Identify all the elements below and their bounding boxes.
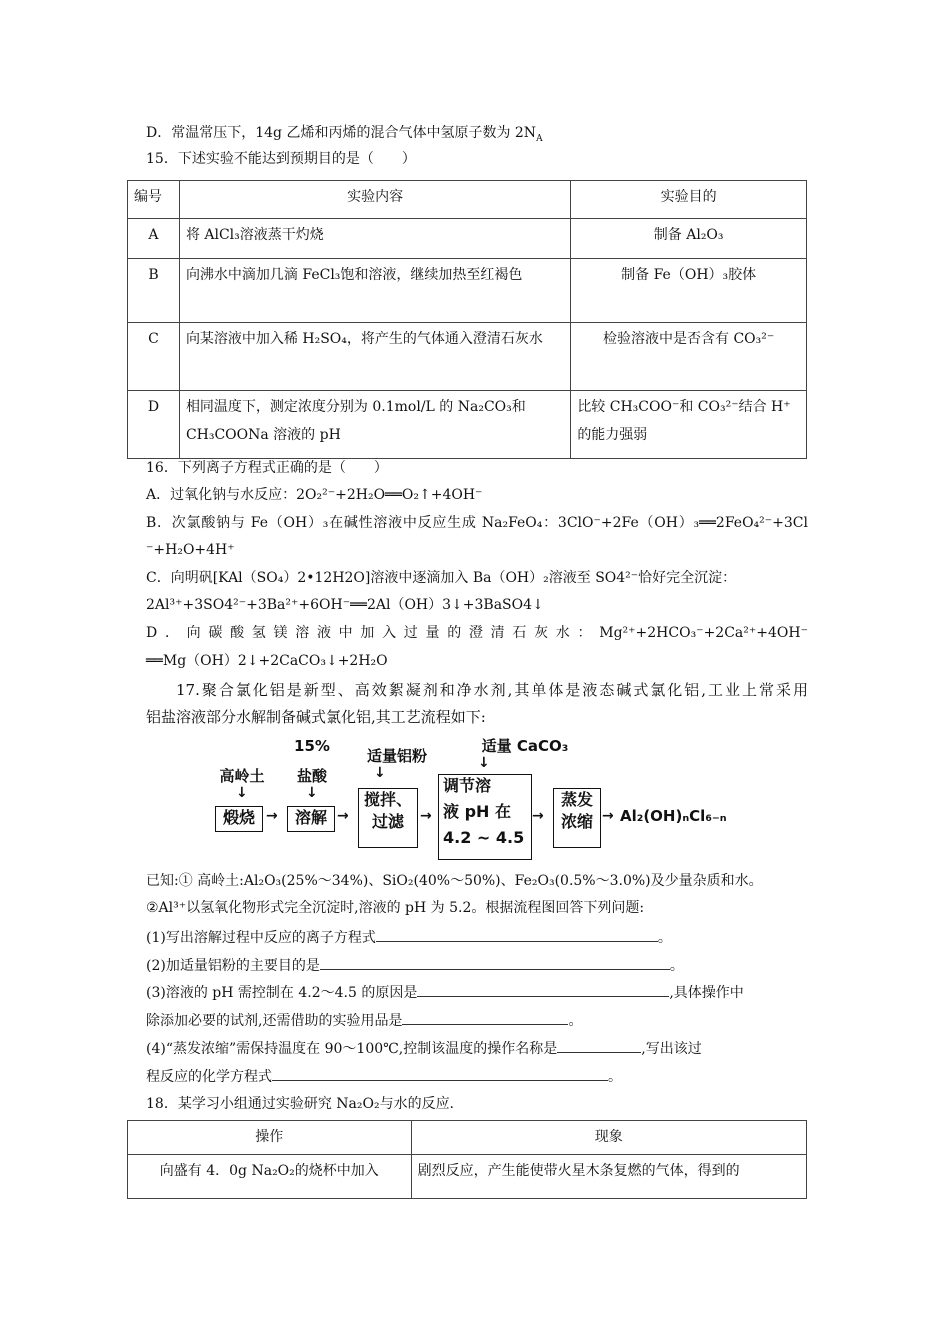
acid-label: 盐酸 <box>296 767 327 785</box>
q17-part-3-text: (3)溶液的 pH 需控制在 4.2～4.5 的原因是 <box>146 985 418 1001</box>
q17-part-1 <box>146 927 672 947</box>
q16-title: 16．下列离子方程式正确的是（ ） <box>146 460 388 476</box>
q16-option-a: A．过氧化钠与水反应：2O₂²⁻+2H₂O══O₂↑+4OH⁻ <box>146 487 483 503</box>
step-stir-filter-box <box>358 788 418 848</box>
down-arrow-icon: ↓ <box>478 755 490 771</box>
header-cell: 实验内容 <box>179 181 570 219</box>
q15-title: 15．下述实验不能达到预期目的是（ ） <box>146 151 416 167</box>
q17-known-2: ②Al³⁺以氢氧化物形式完全沉淀时,溶液的 pH 为 5.2。根据流程图回答下列问题: <box>146 900 645 916</box>
right-arrow-icon: → <box>266 808 278 824</box>
q17-part-1-text: (1)写出溶解过程中反应的离子方程式 <box>146 930 376 946</box>
q17-part-3b-text: 除添加必要的试剂,还需借助的实验用品是 <box>146 1013 403 1029</box>
row-content: 向某溶液中加入稀 H₂SO₄，将产生的气体通入澄清石灰水 <box>179 323 570 391</box>
header-cell: 操作 <box>128 1121 412 1155</box>
step-ph-adjust-box <box>438 774 532 860</box>
step-ph-line2: 液 pH 在 <box>443 802 511 821</box>
step-ph-line3: 4.2 ~ 4.5 <box>443 828 525 847</box>
row-id: C <box>128 323 180 391</box>
step-calcine-box: 煅烧 <box>215 806 263 832</box>
answer-blank[interactable] <box>402 1010 568 1025</box>
table-header-row <box>128 1121 807 1155</box>
table-row <box>128 219 807 259</box>
answer-blank[interactable] <box>376 927 658 942</box>
step-evaporate-l1: 蒸发 <box>560 790 593 809</box>
q17-part-4-end: ,写出该过 <box>641 1041 702 1057</box>
row-content: 向沸水中滴加几滴 FeCl₃饱和溶液，继续加热至红褐色 <box>179 259 570 323</box>
right-arrow-icon: → <box>337 808 349 824</box>
q16-option-d-cont: ══Mg（OH）2↓+2CaCO₃↓+2H₂O <box>146 653 388 669</box>
q17-intro-cont: 铝盐溶液部分水解制备碱式氯化铝,其工艺流程如下: <box>146 708 486 726</box>
right-arrow-icon: → <box>420 808 432 824</box>
q16-option-b-cont: ⁻+H₂O+4H⁺ <box>146 542 235 558</box>
row-goal: 制备 Fe（OH）₃胶体 <box>571 259 807 323</box>
answer-blank[interactable] <box>557 1038 641 1053</box>
step-stir-label: 搅拌、 <box>363 790 412 809</box>
row-goal: 比较 CH₃COO⁻和 CO₃²⁻结合 H⁺的能力强弱 <box>571 391 807 459</box>
row-goal: 检验溶液中是否含有 CO₃²⁻ <box>571 323 807 391</box>
q18-title: 18．某学习小组通过实验研究 Na₂O₂与水的反应. <box>146 1096 455 1112</box>
q17-part-3-cont <box>146 1010 582 1030</box>
raw-material-label: 高岭土 <box>219 767 265 785</box>
step-evaporate-box <box>553 788 601 848</box>
right-arrow-icon: → <box>602 808 614 824</box>
q17-part-4-cont <box>146 1066 622 1086</box>
q17-part-3 <box>146 982 744 1002</box>
answer-blank[interactable] <box>272 1066 608 1081</box>
q16-option-d: D．向碳酸氢镁溶液中加入过量的澄清石灰水：Mg²⁺+2HCO₃⁻+2Ca²⁺+4OH⁻ <box>146 625 808 641</box>
step-dissolve-box: 溶解 <box>287 806 335 832</box>
q17-known-1: 已知:① 高岭土:Al₂O₃(25%～34%)、SiO₂(40%～50%)、Fe₂O₃(0.5%～3.0%)及少量杂质和水。 <box>146 873 763 889</box>
down-arrow-icon: ↓ <box>306 785 318 801</box>
q17-part-4-text: (4)“蒸发浓缩”需保持温度在 90～100℃,控制该温度的操作名称是 <box>146 1041 558 1057</box>
q17-part-3-end: ,具体操作中 <box>669 985 744 1001</box>
process-flow-diagram <box>210 735 770 865</box>
header-cell: 现象 <box>411 1121 806 1155</box>
table-header-row <box>128 181 807 219</box>
row-phenomenon: 剧烈反应，产生能使带火星木条复燃的气体，得到的 <box>411 1155 806 1199</box>
period: 。 <box>568 1013 583 1029</box>
q17-part-4 <box>146 1038 702 1058</box>
row-content: 相同温度下，测定浓度分别为 0.1mol/L 的 Na₂CO₃和 CH₃COONa 溶液的 pH <box>179 391 570 459</box>
q14-option-d: D．常温常压下，14g 乙烯和丙烯的混合气体中氢原子数为 $2N_A$ <box>146 125 543 144</box>
q15-table <box>127 180 807 459</box>
aluminum-powder-label: 适量铝粉 <box>366 747 427 765</box>
row-id: A <box>128 219 180 259</box>
period: 。 <box>669 958 684 974</box>
q17-intro: 17.聚合氯化铝是新型、高效絮凝剂和净水剂,其单体是液态碱式氯化铝,工业上常采用 <box>176 681 808 699</box>
q17-part-4b-text: 程反应的化学方程式 <box>146 1069 272 1085</box>
caco3-label: 适量 CaCO₃ <box>481 737 569 755</box>
down-arrow-icon: ↓ <box>236 785 248 801</box>
row-operation: 向盛有 4．0g Na₂O₂的烧杯中加入 <box>128 1155 412 1199</box>
period: 。 <box>657 930 672 946</box>
q17-part-2 <box>146 955 684 975</box>
answer-blank[interactable] <box>320 955 670 970</box>
product-formula: Al₂(OH)ₙCl₆₋ₙ <box>620 807 727 825</box>
q16-option-c: C．向明矾[KAl（SO₄）2•12H2O]溶液中逐滴加入 Ba（OH）₂溶液至 SO4²⁻恰好完全沉淀： <box>146 570 737 586</box>
q16-option-c-cont: 2Al³⁺+3SO4²⁻+3Ba²⁺+6OH⁻══2Al（OH）3↓+3BaSO4↓ <box>146 597 544 613</box>
row-id: D <box>128 391 180 459</box>
period: 。 <box>608 1069 622 1085</box>
table-row <box>128 323 807 391</box>
step-evaporate-l2: 浓缩 <box>560 812 593 831</box>
table-row <box>128 1155 807 1199</box>
right-arrow-icon: → <box>532 808 544 824</box>
acid-percent-label: 15% <box>294 737 330 755</box>
table-row <box>128 259 807 323</box>
q18-table <box>127 1120 807 1199</box>
row-goal: 制备 Al₂O₃ <box>571 219 807 259</box>
table-row <box>128 391 807 459</box>
q16-option-b: B．次氯酸钠与 Fe（OH）₃在碱性溶液中反应生成 Na₂FeO₄：3ClO⁻+2Fe（OH）₃══2FeO₄²⁻+3Cl <box>146 515 808 531</box>
header-cell: 实验目的 <box>571 181 807 219</box>
step-filter-label: 过滤 <box>371 812 404 831</box>
header-cell: 编号 <box>128 181 180 219</box>
step-ph-line1: 调节溶 <box>443 776 492 795</box>
q17-part-2-text: (2)加适量铝粉的主要目的是 <box>146 958 320 974</box>
down-arrow-icon: ↓ <box>374 765 386 781</box>
row-id: B <box>128 259 180 323</box>
row-content: 将 AlCl₃溶液蒸干灼烧 <box>179 219 570 259</box>
answer-blank[interactable] <box>417 982 669 997</box>
